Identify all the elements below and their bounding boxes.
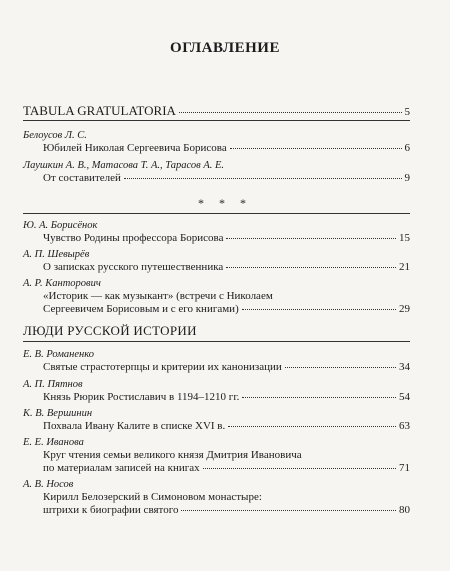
toc-entry	[23, 478, 410, 517]
leader-dots	[203, 468, 396, 469]
entry-author: А. П. Пятнов	[23, 379, 83, 390]
toc-entry	[23, 129, 410, 155]
entry-title: Святые страстотерпцы и критерии их канонизации	[43, 361, 282, 373]
entry-line	[23, 361, 410, 374]
entry-title: Похвала Ивану Калите в списке XVI в.	[43, 420, 226, 432]
entry-title: Юбилей Николая Сергеевича Борисова	[43, 142, 227, 154]
entry-page: 54	[399, 391, 410, 403]
entry-line	[23, 261, 410, 274]
toc-entry	[23, 407, 410, 433]
section-heading: ЛЮДИ РУССКОЙ ИСТОРИИ	[23, 323, 197, 338]
leader-dots	[181, 510, 396, 511]
toc-entry	[23, 159, 410, 185]
entry-title-continued: по материалам записей на книгах	[43, 462, 200, 474]
entry-title: «Историк — как музыкант» (встречи с Николаем	[43, 290, 273, 302]
entry-line	[23, 142, 410, 155]
divider	[23, 120, 410, 121]
leader-dots	[228, 426, 396, 427]
entry-line	[23, 290, 410, 303]
entry-page: 29	[399, 303, 410, 315]
leader-dots	[226, 267, 396, 268]
toc-entry	[23, 378, 410, 404]
page-title: ОГЛАВЛЕНИЕ	[170, 40, 280, 56]
entry-page: 80	[399, 504, 410, 516]
entry-line	[23, 504, 410, 517]
entry-author: К. В. Вершинин	[23, 408, 93, 419]
entry-line	[23, 449, 410, 462]
entry-author: А. Р. Канторович	[23, 278, 101, 289]
leader-dots	[242, 309, 396, 310]
entry-author: А. П. Шевырёв	[23, 249, 90, 260]
toc-entry	[23, 219, 410, 245]
entry-title: Круг чтения семьи великого князя Дмитрия Ивановича	[43, 449, 302, 461]
divider	[23, 213, 410, 214]
entry-page: 21	[399, 261, 410, 273]
separator-stars: * * *	[198, 196, 252, 210]
entry-page: 15	[399, 232, 410, 244]
entry-title: От составителей	[43, 172, 121, 184]
tabula-page: 5	[404, 106, 410, 118]
entry-title-continued: Сергеевичем Борисовым и с его книгами)	[43, 303, 239, 315]
entry-title: О записках русского путешественника	[43, 261, 224, 273]
entry-page: 34	[399, 361, 410, 373]
entry-title: Чувство Родины профессора Борисова	[43, 232, 224, 244]
entry-page: 63	[399, 420, 410, 432]
entry-page: 9	[404, 172, 410, 184]
entry-line	[23, 491, 410, 504]
entry-line	[23, 420, 410, 433]
entry-title: Кирилл Белозерский в Симоновом монастыре:	[43, 491, 262, 503]
entry-author: Белоусов Л. С.	[23, 130, 87, 141]
leader-dots	[124, 178, 402, 179]
leader-dots	[226, 238, 396, 239]
leader-dots	[242, 397, 396, 398]
tabula-entry	[23, 103, 410, 119]
entry-author: Ю. А. Борисёнок	[23, 220, 98, 231]
entry-line	[23, 462, 410, 475]
entry-author: Е. Е. Иванова	[23, 437, 84, 448]
toc-entry	[23, 436, 410, 475]
entry-line	[23, 391, 410, 404]
entry-title-continued: штрихи к биографии святого	[43, 504, 179, 516]
toc-entry	[23, 248, 410, 274]
entry-title: Князь Рюрик Ростиславич в 1194–1210 гг.	[43, 391, 240, 403]
leader-dots	[285, 367, 396, 368]
entry-author: А. В. Носов	[23, 479, 74, 490]
entry-line	[23, 232, 410, 245]
leader-dots	[230, 148, 402, 149]
entry-author: Е. В. Романенко	[23, 349, 95, 360]
entry-line	[23, 172, 410, 185]
entry-page: 6	[404, 142, 410, 154]
entry-line	[23, 303, 410, 316]
divider	[23, 341, 410, 342]
toc-entry	[23, 277, 410, 316]
tabula-title: TABULA GRATULATORIA	[23, 103, 176, 118]
entry-author: Лаушкин А. В., Матасова Т. А., Тарасов А. Е.	[23, 160, 225, 171]
toc-entry	[23, 348, 410, 374]
entry-page: 71	[399, 462, 410, 474]
leader-dots	[179, 112, 402, 113]
